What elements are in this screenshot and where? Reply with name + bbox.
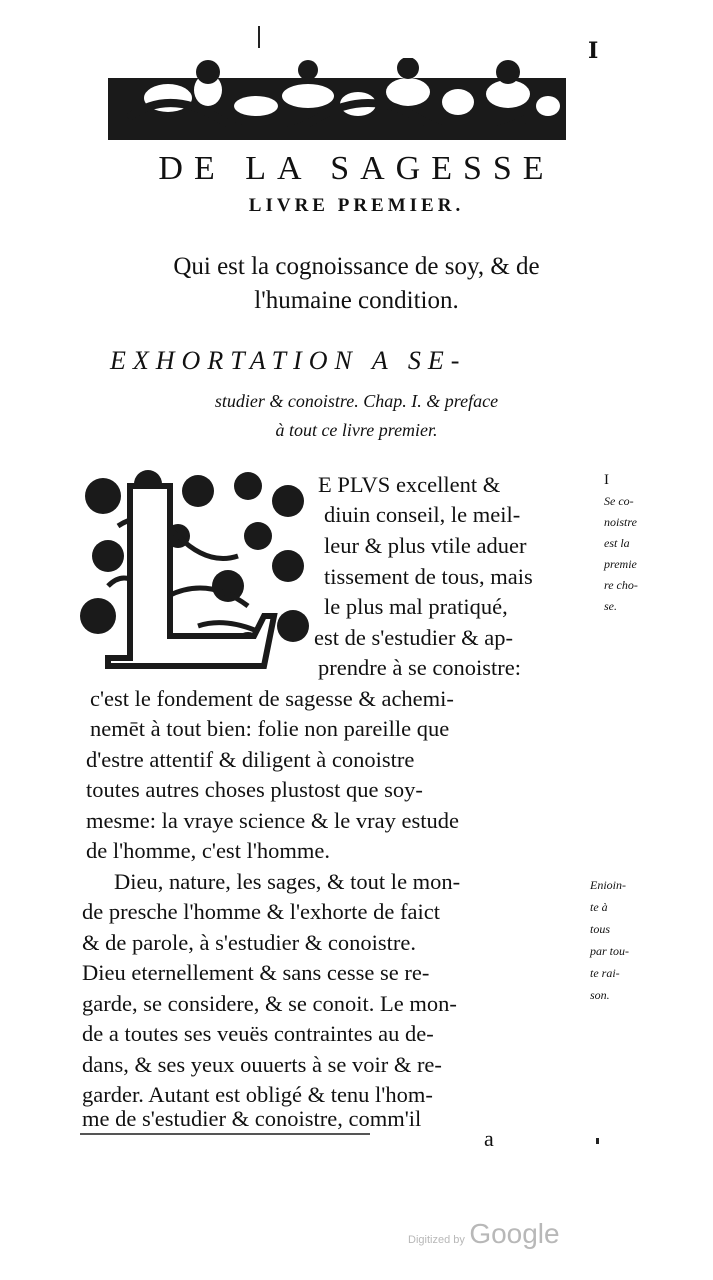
margin-note-1-line-4: est la (604, 536, 630, 550)
signature-mark: a (484, 1126, 494, 1151)
section-heading-line-1: Qui est la cognoissance de soy, & de (173, 253, 540, 280)
ornament-headpiece (108, 58, 566, 140)
section-heading-line-2: l'humaine condition. (254, 287, 459, 314)
body-line-2: diuin conseil, le meil- (324, 502, 521, 527)
body-line-16: & de parole, à s'estudier & conoistre. (82, 930, 416, 955)
scan-mark (596, 1138, 599, 1144)
chapter-heading-line-1: EXHORTATION A SE- (110, 346, 467, 375)
margin-note-1-line-6: re cho- (604, 578, 638, 592)
scan-mark (258, 26, 260, 48)
margin-note-2-line-6: son. (590, 988, 610, 1002)
body-line-8: c'est le fondement de sagesse & achemi- (90, 686, 454, 711)
margin-note-2-line-1: Enioin- (590, 878, 626, 892)
margin-note-2-line-3: tous (590, 922, 611, 936)
body-line-13: de l'homme, c'est l'homme. (86, 838, 330, 863)
body-line-9: nemēt à tout bien: folie non pareille que (90, 716, 450, 741)
body-line-10: d'estre attentif & diligent à conoistre (86, 747, 415, 772)
margin-note-1 (604, 470, 638, 617)
chapter-heading-line-3: à tout ce livre premier. (275, 420, 438, 440)
body-line-14: Dieu, nature, les sages, & tout le mon- (114, 869, 461, 894)
body-line-3: leur & plus vtile aduer (324, 533, 527, 558)
body-line-12: mesme: la vraye science & le vray estude (86, 808, 459, 833)
body-line-17: Dieu eternellement & sans cesse se re- (82, 960, 430, 985)
body-line-22: me de s'estudier & conoistre, comm'il (82, 1106, 422, 1131)
body-line-4: tissement de tous, mais (324, 564, 533, 589)
margin-note-1-line-5: premie (604, 557, 637, 571)
body-line-19: de a toutes ses veuës contraintes au de- (82, 1021, 434, 1046)
book-title: DE LA SAGESSE (158, 150, 555, 187)
page-number: I (588, 38, 599, 64)
body-line-18: garde, se considere, & se conoit. Le mon- (82, 991, 457, 1016)
margin-note-2 (590, 874, 629, 1006)
watermark-prefix: Digitized by (408, 1234, 465, 1246)
book-subtitle: LIVRE PREMIER. (248, 195, 465, 216)
margin-note-1-line-2: Se co- (604, 494, 634, 508)
body-line-5: le plus mal pratiqué, (324, 594, 508, 619)
body-line-11: toutes autres choses plustost que soy- (86, 777, 423, 802)
body-line-6: est de s'estudier & ap- (314, 625, 513, 650)
body-line-21: garder. Autant est obligé & tenu l'hom- (82, 1082, 433, 1107)
body-line-15: de presche l'homme & l'exhorte de faict (82, 899, 440, 924)
margin-note-2-line-4: par tou- (590, 944, 629, 958)
margin-note-1-line-7: se. (604, 599, 617, 613)
margin-note-2-line-2: te à (590, 900, 608, 914)
body-line-7: prendre à se conoistre: (318, 655, 522, 680)
decorated-initial-L (78, 466, 310, 674)
margin-note-1-line-3: noistre (604, 515, 637, 529)
watermark-brand: Google (469, 1218, 560, 1249)
chapter-heading-line-2: studier & conoistre. Chap. I. & preface (214, 391, 499, 411)
margin-note-1-line-1: I (604, 472, 609, 488)
scan-mark (80, 1133, 370, 1135)
digitized-by-google-watermark (408, 1218, 560, 1250)
body-line-1: E PLVS excellent & (318, 472, 501, 497)
body-line-20: dans, & ses yeux ouuerts à se voir & re- (82, 1052, 442, 1077)
margin-note-2-line-5: te rai- (590, 966, 620, 980)
